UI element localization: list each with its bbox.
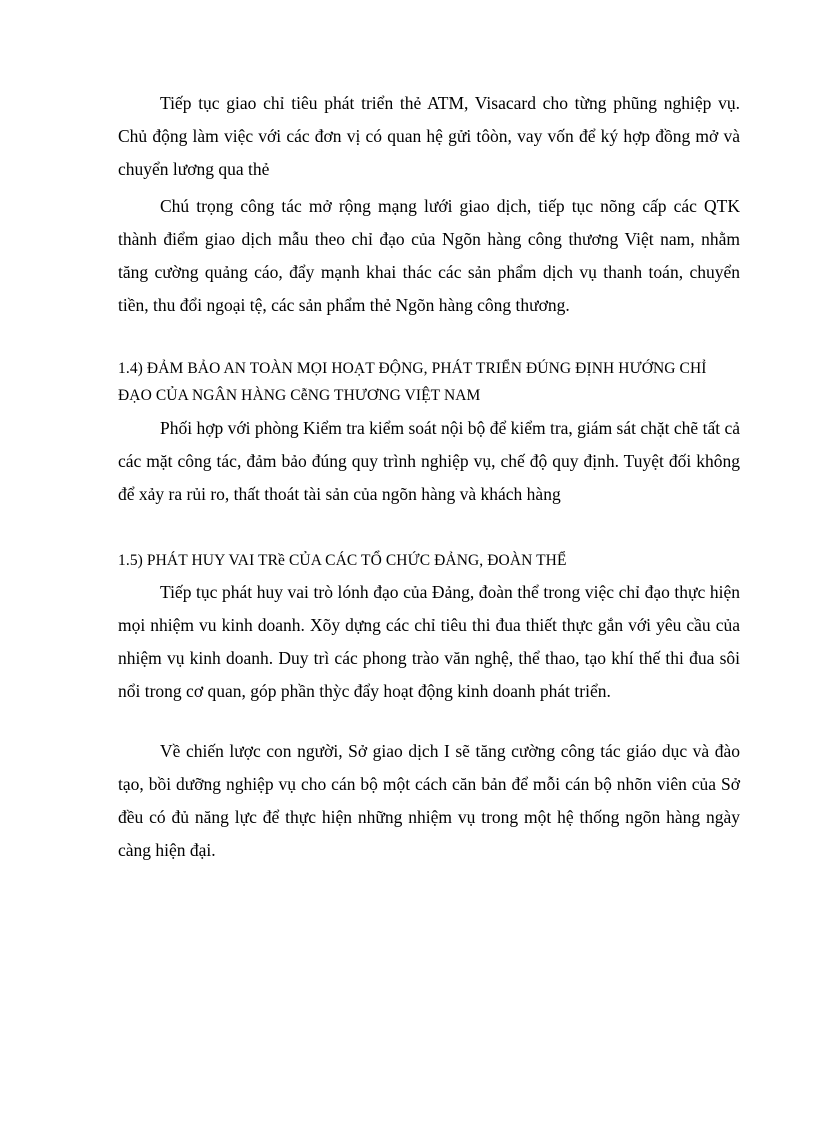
paragraph-human-strategy: Về chiến lược con người, Sở giao dịch I sẽ tăng cường công tác giáo dục và đào tạo, bồi dưỡng nghiệp vụ cho cán bộ một cách căn bản để mỗi cán bộ nhõn viên của Sở đều có đủ năng lực để thực hiện những nhiệm vụ trong một hệ thống ngõn hàng ngày càng hiện đại. (118, 741, 740, 860)
paragraph-internal-control: Phối hợp với phòng Kiểm tra kiểm soát nội bộ để kiểm tra, giám sát chặt chẽ tất cả các mặt công tác, đảm bảo đúng quy trình nghiệp vụ, chế độ quy định. Tuyệt đối không để xảy ra rủi ro, thất thoát tài sản của ngõn hàng và khách hàng (118, 418, 740, 504)
paragraph-transaction-network: Chú trọng công tác mở rộng mạng lưới giao dịch, tiếp tục nõng cấp các QTK thành điểm giao dịch mẫu theo chỉ đạo của Ngõn hàng công thương Việt nam, nhằm tăng cường quảng cáo, đẩy mạnh khai thác các sản phẩm dịch vụ thanh toán, chuyển tiền, thu đổi ngoại tệ, các sản phẩm thẻ Ngõn hàng công thương. (118, 196, 740, 315)
section-heading-1-5: 1.5) PHÁT HUY VAI TRề CỦA CÁC TỔ CHỨC ĐẢNG, ĐOÀN THỂ (118, 552, 567, 569)
paragraph-party-organizations: Tiếp tục phát huy vai trò lónh đạo của Đảng, đoàn thể trong việc chỉ đạo thực hiện mọi nhiệm vu kinh doanh. Xõy dựng các chỉ tiêu thi đua thiết thực gắn với yêu cầu của nhiệm vụ kinh doanh. Duy trì các phong trào văn nghệ, thể thao, tạo khí thế thi đua sôi nổi trong cơ quan, góp phần thỳc đẩy hoạt động kinh doanh phát triển. (118, 582, 740, 701)
section-heading-1-4: 1.4) ĐẢM BẢO AN TOÀN MỌI HOẠT ĐỘNG, PHÁT TRIỂN ĐÚNG ĐỊNH HƯỚNG CHỈ ĐẠO CỦA NGÂN HÀNG CễNG THƯƠNG VIỆT NAM (118, 360, 707, 404)
paragraph-atm-visacard: Tiếp tục giao chỉ tiêu phát triển thẻ ATM, Visacard cho từng phũng nghiệp vụ. Chủ động làm việc với các đơn vị có quan hệ gửi tôòn, vay vốn để ký hợp đồng mở và chuyển lương qua thẻ (118, 93, 740, 179)
